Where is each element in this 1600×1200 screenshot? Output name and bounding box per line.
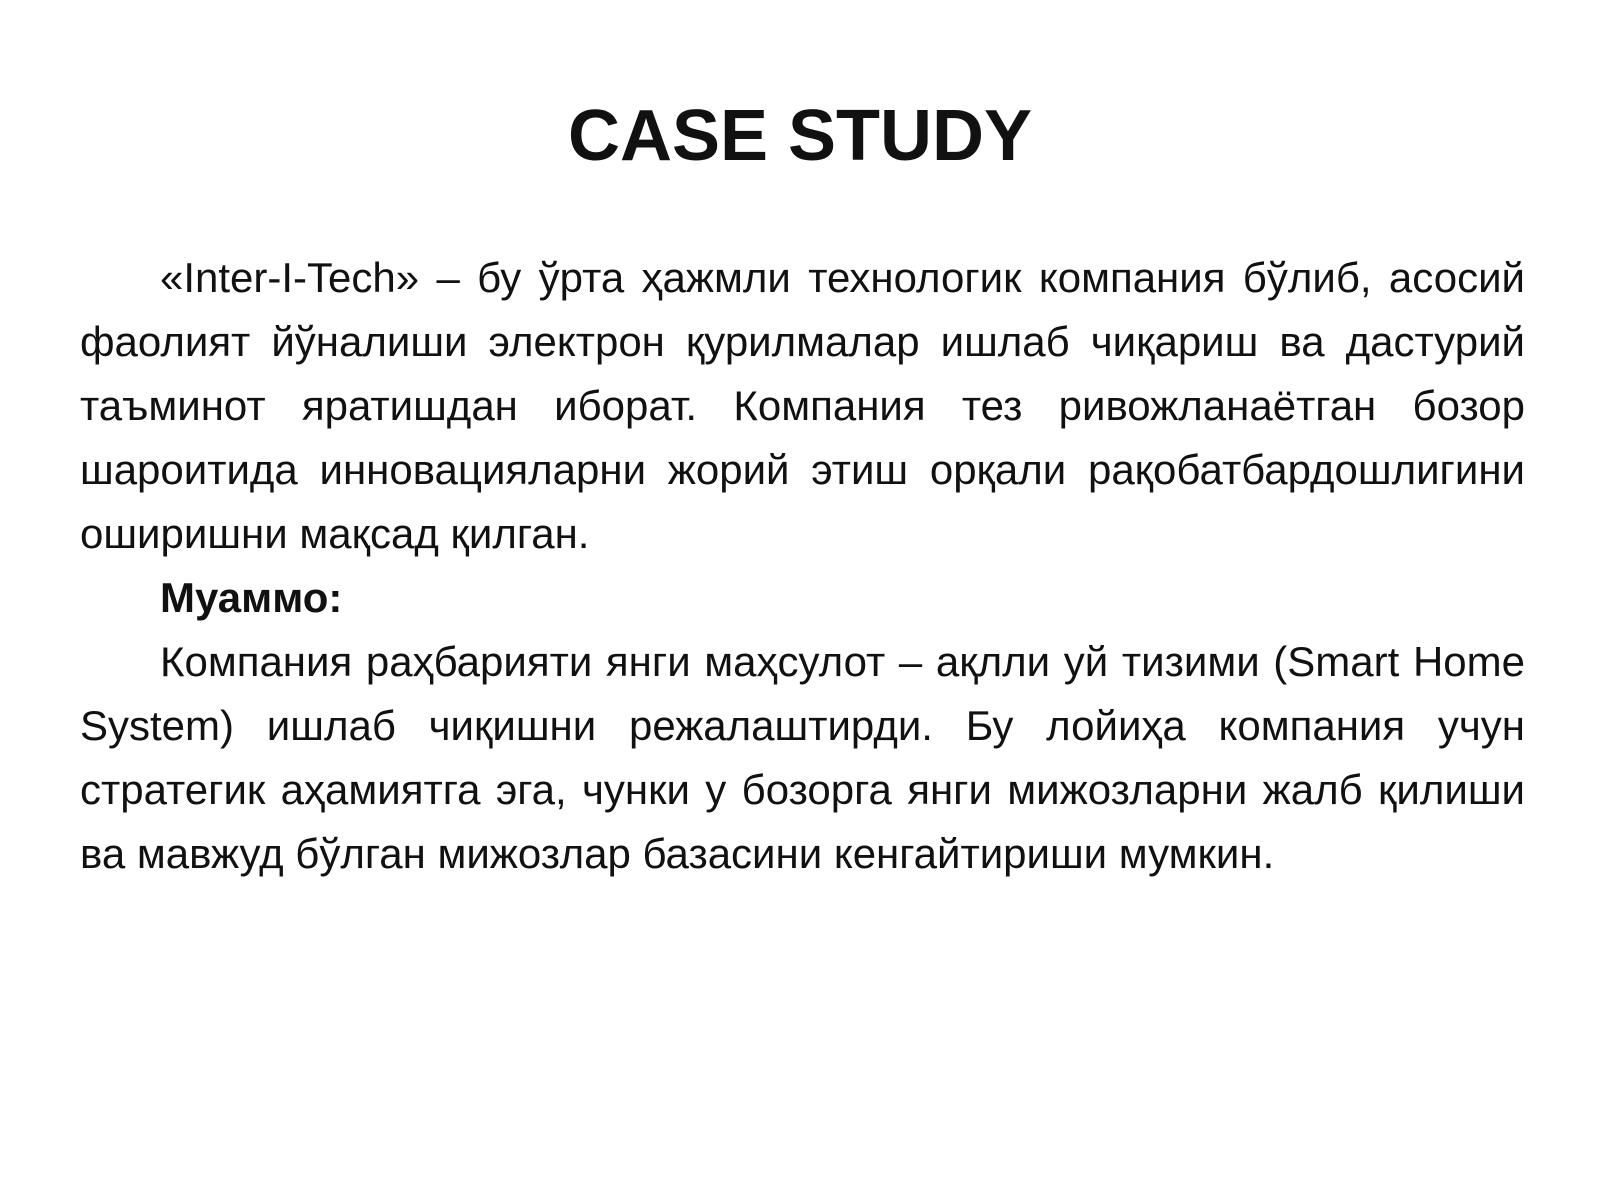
slide-title: CASE STUDY: [567, 96, 1033, 176]
problem-paragraph: Компания раҳбарияти янги маҳсулот – ақлли уй тизими (Smart Home System) ишлаб чиқишни режалаштирди. Бу лойиҳа компания учун стратегик аҳамиятга эга, чунки у бозорга янги мижозларни жалб қилиши ва мавжуд бўлган мижозлар базасини кенгайтириши мумкин.: [80, 638, 1525, 877]
intro-paragraph: «Inter-I-Tech» – бу ўрта ҳажмли технологик компания бўлиб, асосий фаолият йўналиши электрон қурилмалар ишлаб чиқариш ва дастурий таъминот яратишдан иборат. Компания тез ривожланаётган бозор шароитида инновацияларни жорий этиш орқали рақобатбардошлигини оширишни мақсад қилган.: [80, 254, 1525, 557]
problem-heading: Муаммо:: [160, 574, 343, 621]
slide-body: [80, 246, 1525, 886]
